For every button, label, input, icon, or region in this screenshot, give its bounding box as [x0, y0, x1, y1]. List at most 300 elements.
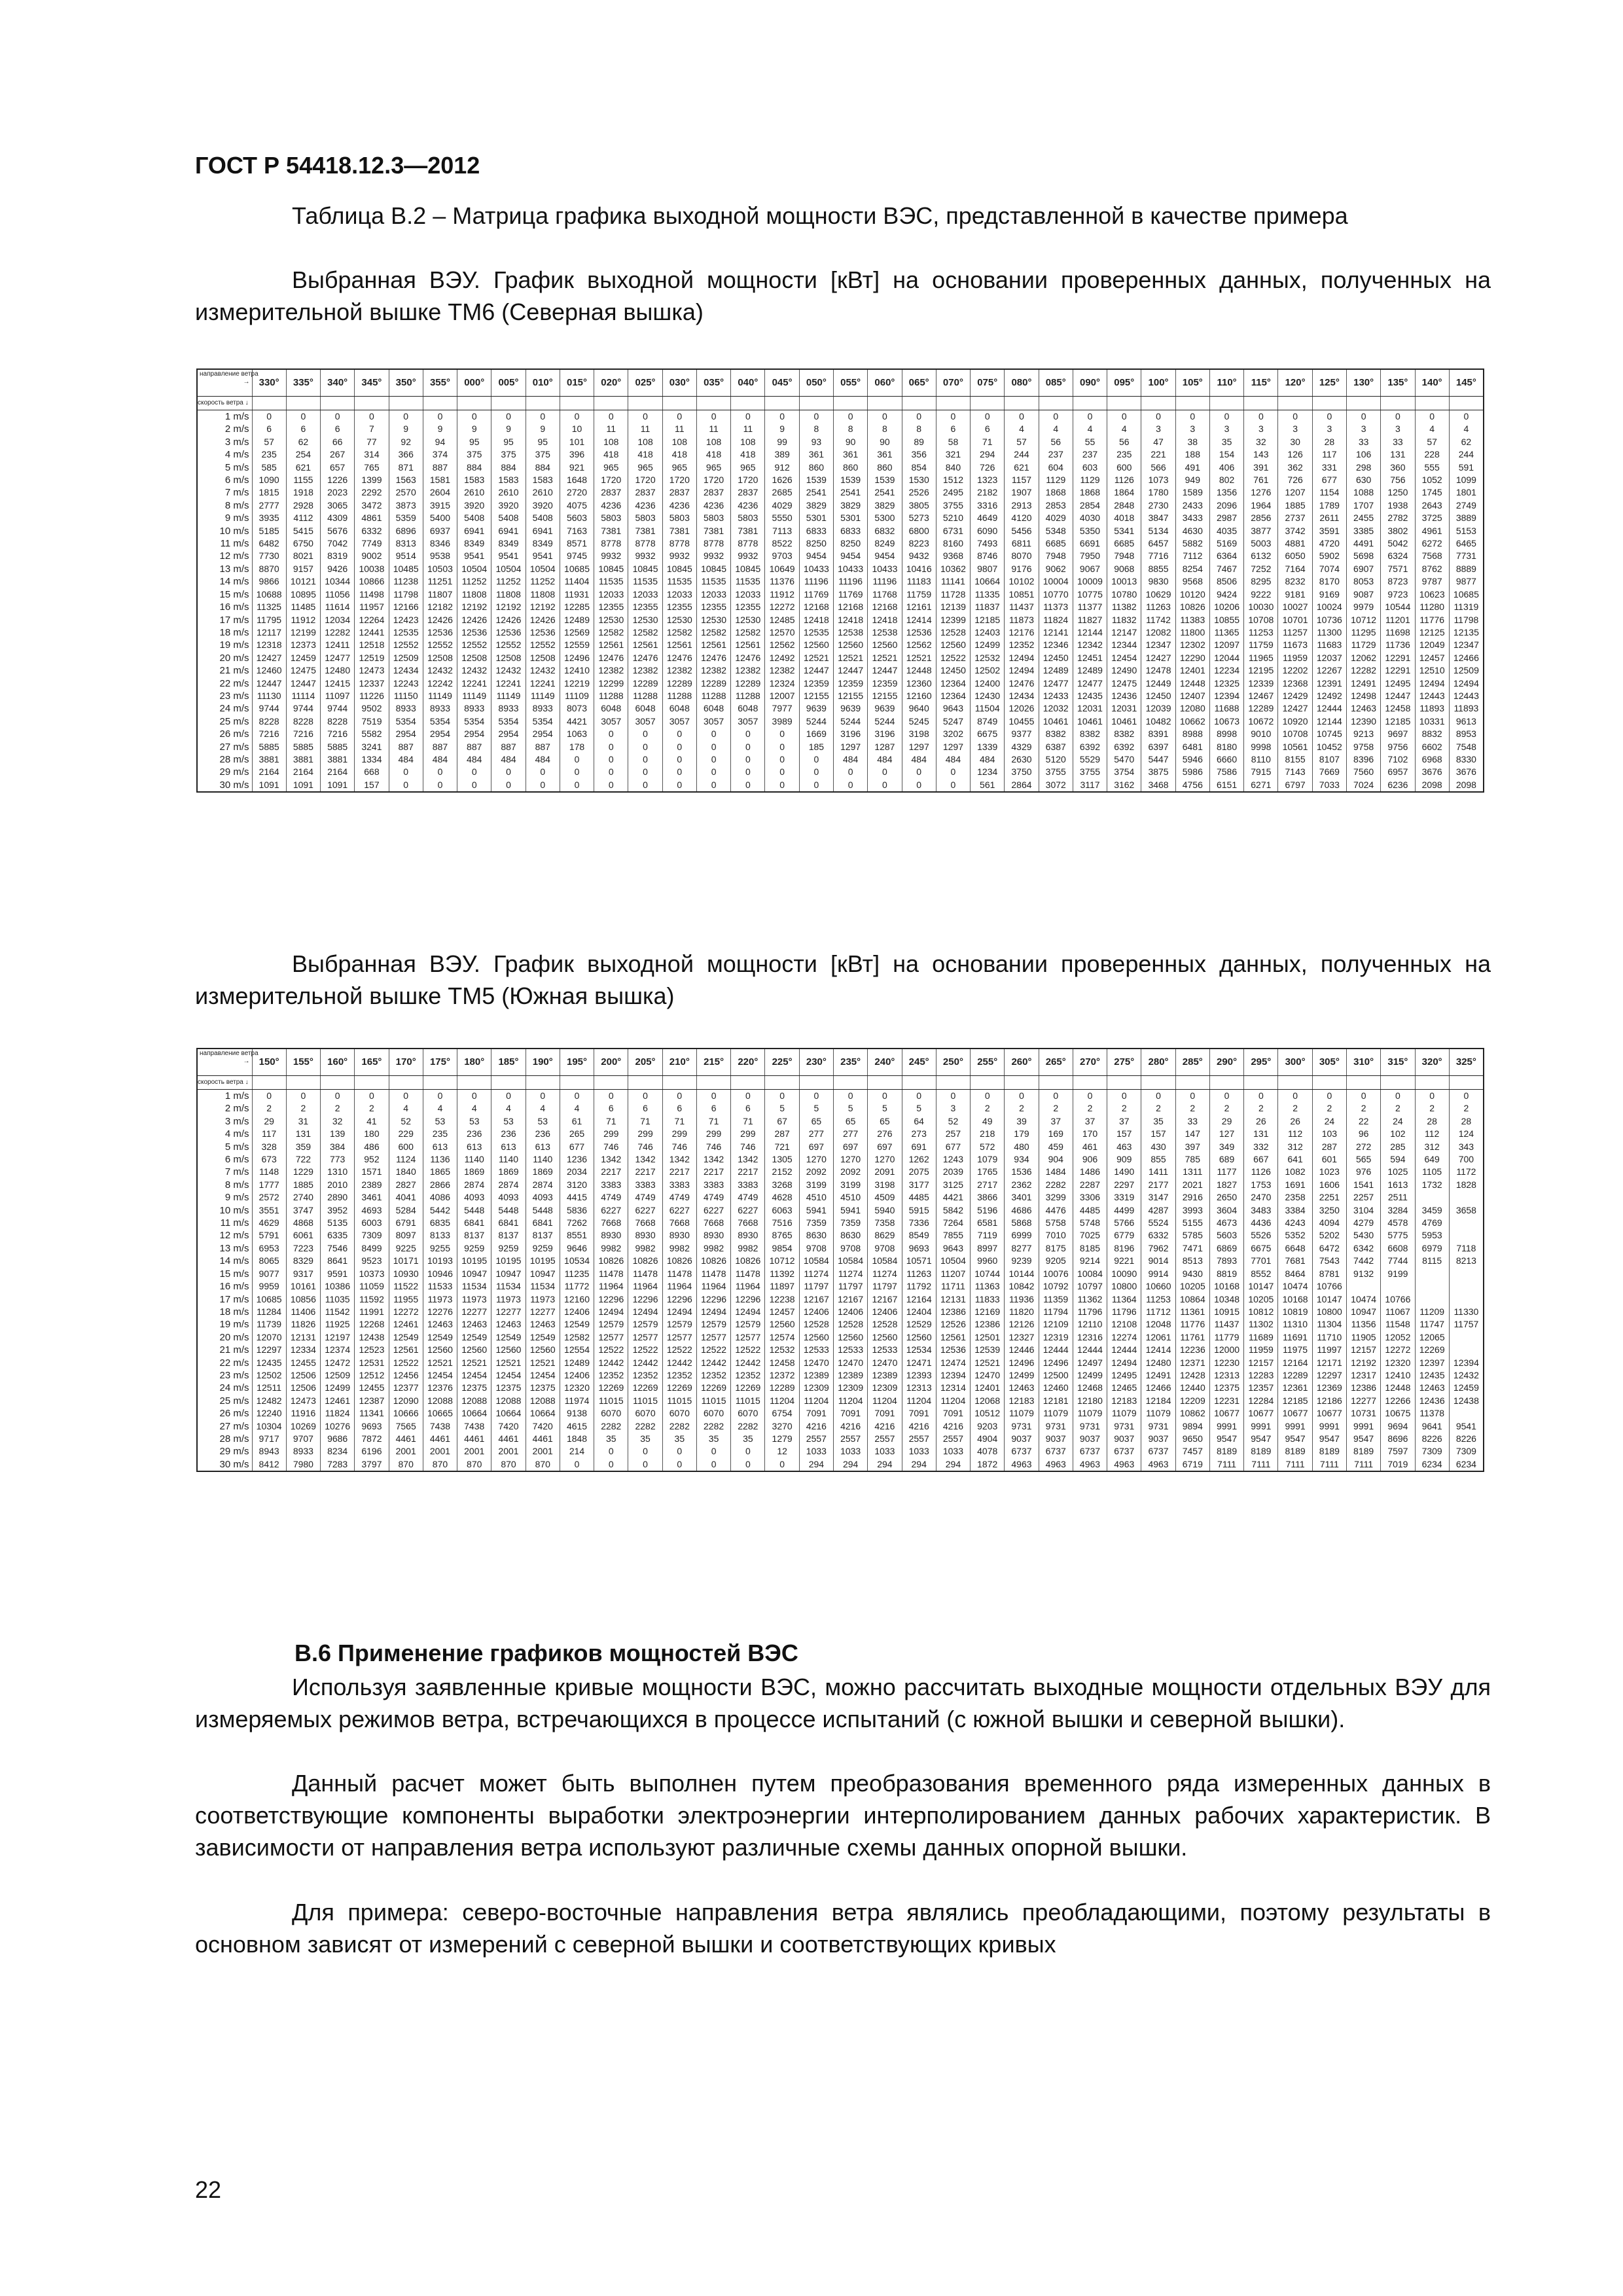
power-value-cell: 12346 [1039, 639, 1073, 651]
power-value-cell [1415, 1191, 1449, 1204]
power-value-cell: 11274 [799, 1268, 833, 1280]
power-value-cell: 10504 [491, 563, 526, 575]
power-value-cell: 57 [252, 436, 286, 448]
power-value-cell: 12498 [1347, 690, 1381, 702]
power-value-cell: 95 [526, 436, 560, 448]
power-value-cell: 1129 [1073, 474, 1107, 486]
power-value-cell: 2358 [1278, 1191, 1312, 1204]
power-value-cell: 673 [252, 1153, 286, 1166]
power-value-cell: 10662 [1175, 715, 1209, 728]
power-value-cell: 1033 [936, 1445, 970, 1458]
power-value-cell: 12496 [1005, 1357, 1039, 1369]
empty-cell [355, 397, 389, 410]
power-value-cell: 12267 [1312, 664, 1346, 677]
power-value-cell: 8185 [1073, 1242, 1107, 1255]
power-value-cell: 11873 [1005, 614, 1039, 626]
power-value-cell: 10024 [1312, 601, 1346, 613]
power-value-cell: 12499 [971, 639, 1005, 651]
power-value-cell: 6602 [1415, 741, 1449, 753]
power-value-cell: 0 [765, 1458, 799, 1471]
power-value-cell: 93 [799, 436, 833, 448]
power-value-cell: 406 [1209, 461, 1243, 474]
power-value-cell: 294 [799, 1458, 833, 1471]
power-value-cell: 3805 [902, 499, 936, 512]
power-value-cell: 7 [355, 423, 389, 435]
power-value-cell: 566 [1141, 461, 1175, 474]
power-value-cell: 10195 [491, 1255, 526, 1267]
power-value-cell: 10660 [1141, 1280, 1175, 1293]
power-value-cell: 6457 [1141, 537, 1175, 550]
power-value-cell: 12032 [1039, 702, 1073, 715]
power-value-cell: 10195 [526, 1255, 560, 1267]
power-value-cell: 12347 [1141, 639, 1175, 651]
power-value-cell: 11797 [799, 1280, 833, 1293]
empty-cell [1244, 397, 1278, 410]
power-value-cell: 11288 [594, 690, 628, 702]
power-value-cell: 9225 [389, 1242, 423, 1255]
power-value-cell: 6050 [1278, 550, 1312, 562]
power-value-cell: 10482 [1141, 715, 1175, 728]
power-value-cell: 108 [594, 436, 628, 448]
power-value-cell: 12269 [594, 1382, 628, 1394]
power-value-cell: 33 [1381, 436, 1415, 448]
power-value-cell: 30 [1278, 436, 1312, 448]
south-tower-power-matrix [196, 1048, 1484, 1472]
power-value-cell: 12549 [389, 1331, 423, 1344]
power-value-cell: 12427 [252, 652, 286, 664]
power-value-cell: 95 [491, 436, 526, 448]
power-value-cell: 7681 [1278, 1255, 1312, 1267]
power-value-cell: 1589 [1175, 486, 1209, 499]
power-value-cell: 9932 [594, 550, 628, 562]
wind-speed-label: 13 m/s [197, 1242, 252, 1255]
table-row [197, 715, 1484, 728]
power-value-cell: 0 [560, 753, 594, 766]
power-value-cell: 10331 [1415, 715, 1449, 728]
power-value-cell: 2039 [936, 1166, 970, 1178]
direction-header-cell: 040° [731, 369, 765, 397]
power-value-cell: 9010 [1244, 728, 1278, 740]
direction-header-cell: 015° [560, 369, 594, 397]
arrow-right-icon: → [243, 1058, 250, 1065]
power-value-cell: 1025 [1381, 1166, 1415, 1178]
power-value-cell: 10744 [971, 1268, 1005, 1280]
power-value-cell: 8933 [423, 702, 457, 715]
power-value-cell: 12284 [1244, 1395, 1278, 1407]
power-value-cell: 6090 [971, 525, 1005, 537]
power-value-cell: 131 [286, 1128, 320, 1140]
power-value-cell: 7283 [321, 1458, 355, 1471]
corner-direction-label [200, 1050, 259, 1065]
power-value-cell: 3270 [765, 1420, 799, 1433]
power-value-cell: 12272 [765, 601, 799, 613]
power-value-cell: 10766 [1312, 1280, 1346, 1293]
wind-speed-label: 14 m/s [197, 575, 252, 588]
power-value-cell: 9426 [321, 563, 355, 575]
direction-header-cell: 120° [1278, 369, 1312, 397]
power-value-cell: 2455 [1347, 512, 1381, 524]
power-value-cell: 12289 [731, 677, 765, 690]
power-value-cell: 12352 [594, 1369, 628, 1382]
power-value-cell: 1872 [971, 1458, 1005, 1471]
power-value-cell: 0 [628, 753, 662, 766]
power-value-cell: 11592 [355, 1293, 389, 1306]
power-value-cell: 7074 [1312, 563, 1346, 575]
power-value-cell: 4236 [731, 499, 765, 512]
power-value-cell: 2864 [1005, 779, 1039, 792]
power-value-cell: 12157 [1244, 1357, 1278, 1369]
power-value-cell: 3284 [1381, 1204, 1415, 1217]
empty-cell [1449, 1076, 1484, 1090]
power-value-cell: 12241 [491, 677, 526, 690]
power-value-cell: 12549 [491, 1331, 526, 1344]
power-value-cell: 6048 [628, 702, 662, 715]
direction-header-cell: 235° [834, 1049, 868, 1076]
power-value-cell: 2610 [457, 486, 491, 499]
wind-speed-label: 11 m/s [197, 537, 252, 550]
direction-header-cell: 030° [662, 369, 696, 397]
power-value-cell: 2021 [1175, 1179, 1209, 1191]
power-value-cell: 11149 [457, 690, 491, 702]
power-value-cell: 11406 [286, 1306, 320, 1318]
power-value-cell: 11365 [1209, 626, 1243, 639]
power-value-cell: 630 [1347, 474, 1381, 486]
power-value-cell: 3915 [423, 499, 457, 512]
power-value-cell: 12382 [662, 664, 696, 677]
power-value-cell: 4 [423, 1102, 457, 1115]
power-value-cell: 12406 [560, 1369, 594, 1382]
power-value-cell: 4 [526, 1102, 560, 1115]
power-value-cell: 12532 [971, 652, 1005, 664]
power-value-cell: 3935 [252, 512, 286, 524]
power-value-cell: 4861 [355, 512, 389, 524]
power-value-cell: 12579 [594, 1318, 628, 1331]
power-value-cell: 235 [423, 1128, 457, 1140]
power-value-cell: 5244 [868, 715, 902, 728]
power-value-cell: 11761 [1175, 1331, 1209, 1344]
power-value-cell: 6896 [389, 525, 423, 537]
power-value-cell: 6048 [731, 702, 765, 715]
empty-cell [252, 397, 286, 410]
wind-speed-label: 25 m/s [197, 715, 252, 728]
power-value-cell: 5134 [1141, 525, 1175, 537]
power-value-cell: 12463 [1415, 1382, 1449, 1394]
empty-cell [491, 1076, 526, 1090]
power-value-cell: 12436 [1107, 690, 1141, 702]
power-value-cell: 26 [1278, 1115, 1312, 1128]
power-value-cell: 12313 [1209, 1369, 1243, 1382]
power-value-cell: 12325 [1209, 677, 1243, 690]
power-value-cell: 12476 [628, 652, 662, 664]
power-value-cell: 11739 [252, 1318, 286, 1331]
power-value-cell: 4749 [662, 1191, 696, 1204]
power-value-cell: 12147 [1107, 626, 1141, 639]
table-row [197, 410, 1484, 423]
power-value-cell: 0 [868, 766, 902, 778]
power-value-cell: 10433 [834, 563, 868, 575]
power-value-cell: 312 [1278, 1141, 1312, 1153]
power-value-cell: 9199 [1381, 1268, 1415, 1280]
power-value-cell: 12197 [321, 1331, 355, 1344]
power-value-cell: 12342 [1073, 639, 1107, 651]
power-value-cell: 5185 [252, 525, 286, 537]
power-value-cell: 0 [731, 741, 765, 753]
power-value-cell: 6236 [1381, 779, 1415, 792]
power-value-cell: 8228 [321, 715, 355, 728]
power-value-cell: 12459 [1449, 1382, 1484, 1394]
power-value-cell: 7381 [594, 525, 628, 537]
power-value-cell: 11377 [1073, 601, 1107, 613]
power-value-cell: 4 [1073, 423, 1107, 435]
power-value-cell: 10677 [1278, 1407, 1312, 1420]
power-value-cell: 8110 [1244, 753, 1278, 766]
empty-cell [1141, 397, 1175, 410]
direction-header-cell: 080° [1005, 369, 1039, 397]
power-value-cell: 33 [1347, 436, 1381, 448]
power-value-cell: 12477 [1073, 677, 1107, 690]
direction-header-cell: 340° [321, 369, 355, 397]
power-value-cell: 7438 [423, 1420, 457, 1433]
power-value-cell: 4461 [423, 1433, 457, 1445]
power-value-cell: 0 [1244, 1090, 1278, 1103]
power-value-cell: 1297 [834, 741, 868, 753]
power-value-cell: 12088 [526, 1395, 560, 1407]
power-value-cell: 3383 [696, 1179, 730, 1191]
power-value-cell: 4 [491, 1102, 526, 1115]
power-value-cell: 12461 [321, 1395, 355, 1407]
power-value-cell: 3676 [1415, 766, 1449, 778]
power-value-cell: 12470 [834, 1357, 868, 1369]
empty-cell [423, 1076, 457, 1090]
power-value-cell: 8223 [902, 537, 936, 550]
power-value-cell: 1250 [1381, 486, 1415, 499]
power-value-cell: 12477 [1039, 677, 1073, 690]
power-value-cell: 6070 [628, 1407, 662, 1420]
power-value-cell: 12033 [594, 588, 628, 601]
table-row [197, 1420, 1484, 1433]
power-value-cell: 11964 [696, 1280, 730, 1293]
power-value-cell: 5885 [321, 741, 355, 753]
power-value-cell: 3658 [1449, 1204, 1484, 1217]
power-value-cell: 11330 [1449, 1306, 1484, 1318]
direction-header-cell: 025° [628, 369, 662, 397]
power-value-cell: 12277 [457, 1306, 491, 1318]
power-value-cell: 12444 [1107, 1344, 1141, 1356]
power-value-cell: 6048 [594, 702, 628, 715]
power-value-cell: 9982 [696, 1242, 730, 1255]
power-value-cell: 10461 [1039, 715, 1073, 728]
power-value-cell: 4963 [1073, 1458, 1107, 1471]
direction-header-cell: 255° [971, 1049, 1005, 1076]
power-value-cell: 12289 [696, 677, 730, 690]
power-value-cell: 12494 [594, 1306, 628, 1318]
power-value-cell: 6779 [1107, 1229, 1141, 1242]
power-value-cell: 2557 [902, 1433, 936, 1445]
empty-cell [902, 397, 936, 410]
power-value-cell: 4630 [1175, 525, 1209, 537]
power-value-cell: 5785 [1175, 1229, 1209, 1242]
power-value-cell: 6 [286, 423, 320, 435]
power-value-cell: 10013 [1107, 575, 1141, 588]
power-value-cell: 1243 [936, 1153, 970, 1166]
power-value-cell: 1091 [252, 779, 286, 792]
power-value-cell: 9377 [1005, 728, 1039, 740]
power-value-cell: 4868 [286, 1217, 320, 1229]
table-row [197, 1445, 1484, 1458]
power-value-cell: 12538 [834, 626, 868, 639]
power-value-cell: 12561 [594, 639, 628, 651]
power-value-cell: 3196 [868, 728, 902, 740]
power-value-cell: 12457 [765, 1306, 799, 1318]
power-value-cell: 2 [971, 1102, 1005, 1115]
power-value-cell: 10895 [286, 588, 320, 601]
power-value-cell: 860 [868, 461, 902, 474]
power-value-cell: 9037 [1073, 1433, 1107, 1445]
power-value-cell: 0 [526, 1090, 560, 1103]
power-value-cell: 0 [594, 1090, 628, 1103]
power-value-cell: 7668 [594, 1217, 628, 1229]
power-value-cell: 0 [628, 741, 662, 753]
power-value-cell: 12460 [1039, 1382, 1073, 1394]
power-value-cell: 2362 [1005, 1179, 1039, 1191]
power-value-cell: 10102 [1005, 575, 1039, 588]
power-value-cell: 621 [286, 461, 320, 474]
power-value-cell: 11776 [1415, 614, 1449, 626]
power-value-cell: 12494 [1449, 677, 1484, 690]
north-table-intro: Выбранная ВЭУ. График выходной мощности [кВт] на основании проверенных данных, полученных на измерительной вышке ТМ6 (Северная вышка) [195, 266, 1491, 325]
power-value-cell: 12320 [1381, 1357, 1415, 1369]
power-value-cell: 1276 [1244, 486, 1278, 499]
power-value-cell: 10433 [868, 563, 902, 575]
power-value-cell: 10195 [457, 1255, 491, 1267]
direction-header-cell: 060° [868, 369, 902, 397]
power-value-cell: 12447 [252, 677, 286, 690]
power-value-cell: 11772 [560, 1280, 594, 1293]
power-value-cell: 9259 [491, 1242, 526, 1255]
power-value-cell: 11522 [389, 1280, 423, 1293]
power-value-cell: 697 [868, 1141, 902, 1153]
power-value-cell: 12432 [526, 664, 560, 677]
power-value-cell: 5 [799, 1102, 833, 1115]
power-value-cell: 11759 [1244, 639, 1278, 651]
power-value-cell: 4578 [1381, 1217, 1415, 1229]
power-value-cell: 2217 [731, 1166, 765, 1178]
power-value-cell: 6342 [1347, 1242, 1381, 1255]
power-value-cell: 0 [1415, 410, 1449, 423]
power-value-cell: 565 [1347, 1153, 1381, 1166]
power-value-cell: 2854 [1073, 499, 1107, 512]
power-value-cell: 1869 [491, 1166, 526, 1178]
power-value-cell: 9932 [696, 550, 730, 562]
power-value-cell: 9744 [252, 702, 286, 715]
power-value-cell: 3802 [1381, 525, 1415, 537]
power-value-cell: 2096 [1209, 499, 1243, 512]
power-value-cell: 157 [1141, 1128, 1175, 1140]
power-value-cell: 9877 [1449, 575, 1484, 588]
power-value-cell: 9221 [1107, 1255, 1141, 1267]
empty-cell [936, 397, 970, 410]
power-value-cell: 8778 [731, 537, 765, 550]
power-value-cell: 12521 [834, 652, 868, 664]
power-value-cell: 3881 [252, 753, 286, 766]
power-value-cell: 12135 [1449, 626, 1484, 639]
power-value-cell: 8189 [1209, 1445, 1243, 1458]
power-value-cell: 3433 [1175, 512, 1209, 524]
power-value-cell: 1342 [628, 1153, 662, 1166]
power-value-cell: 4236 [628, 499, 662, 512]
power-value-cell: 12364 [936, 690, 970, 702]
power-value-cell: 1964 [1244, 499, 1278, 512]
power-value-cell: 7730 [252, 550, 286, 562]
wind-speed-label: 28 m/s [197, 753, 252, 766]
power-value-cell: 9708 [834, 1242, 868, 1255]
power-value-cell: 12476 [594, 652, 628, 664]
power-value-cell: 5284 [389, 1204, 423, 1217]
power-value-cell: 10855 [1209, 614, 1243, 626]
power-value-cell: 12526 [936, 1318, 970, 1331]
power-value-cell [1449, 1344, 1484, 1356]
power-value-cell: 11535 [594, 575, 628, 588]
power-value-cell: 1512 [936, 474, 970, 486]
power-value-cell: 10205 [1244, 1293, 1278, 1306]
power-value-cell: 12560 [491, 1344, 526, 1356]
power-value-cell: 1864 [1107, 486, 1141, 499]
power-value-cell: 103 [1312, 1128, 1346, 1140]
power-value-cell: 9693 [355, 1420, 389, 1433]
table-row [197, 677, 1484, 690]
power-value-cell: 2837 [594, 486, 628, 499]
power-value-cell: 12309 [799, 1382, 833, 1394]
direction-header-cell: 225° [765, 1049, 799, 1076]
south-tower-table-container [196, 1048, 1484, 1472]
power-value-cell: 7597 [1381, 1445, 1415, 1458]
power-value-cell: 5524 [1141, 1217, 1175, 1229]
wind-speed-label: 22 m/s [197, 1357, 252, 1369]
power-value-cell: 101 [560, 436, 594, 448]
power-value-cell: 12373 [286, 639, 320, 651]
power-value-cell: 10304 [252, 1420, 286, 1433]
power-value-cell: 6 [594, 1102, 628, 1115]
power-value-cell: 11 [731, 423, 765, 435]
power-value-cell: 12382 [628, 664, 662, 677]
empty-cell [1244, 1076, 1278, 1090]
power-value-cell: 7950 [1073, 550, 1107, 562]
wind-speed-label: 26 m/s [197, 1407, 252, 1420]
direction-header-cell: 005° [491, 369, 526, 397]
table-row [197, 690, 1484, 702]
power-value-cell: 11893 [1415, 702, 1449, 715]
power-value-cell: 10673 [1209, 715, 1243, 728]
power-value-cell: 5354 [457, 715, 491, 728]
power-value-cell: 12579 [696, 1318, 730, 1331]
power-value-cell: 0 [1312, 410, 1346, 423]
power-value-cell: 0 [423, 410, 457, 423]
direction-header-cell: 130° [1347, 369, 1381, 397]
direction-header-cell: 320° [1415, 1049, 1449, 1076]
power-value-cell: 7359 [834, 1217, 868, 1229]
power-value-cell: 9717 [252, 1433, 286, 1445]
power-value-cell: 12352 [662, 1369, 696, 1382]
power-value-cell: 3881 [321, 753, 355, 766]
power-value-cell: 10826 [594, 1255, 628, 1267]
power-value-cell: 0 [628, 766, 662, 778]
power-value-cell: 10161 [286, 1280, 320, 1293]
power-value-cell: 0 [902, 779, 936, 792]
power-value-cell: 6957 [1381, 766, 1415, 778]
power-value-cell: 9744 [321, 702, 355, 715]
power-value-cell: 12475 [1107, 677, 1141, 690]
power-value-cell: 12494 [696, 1306, 730, 1318]
